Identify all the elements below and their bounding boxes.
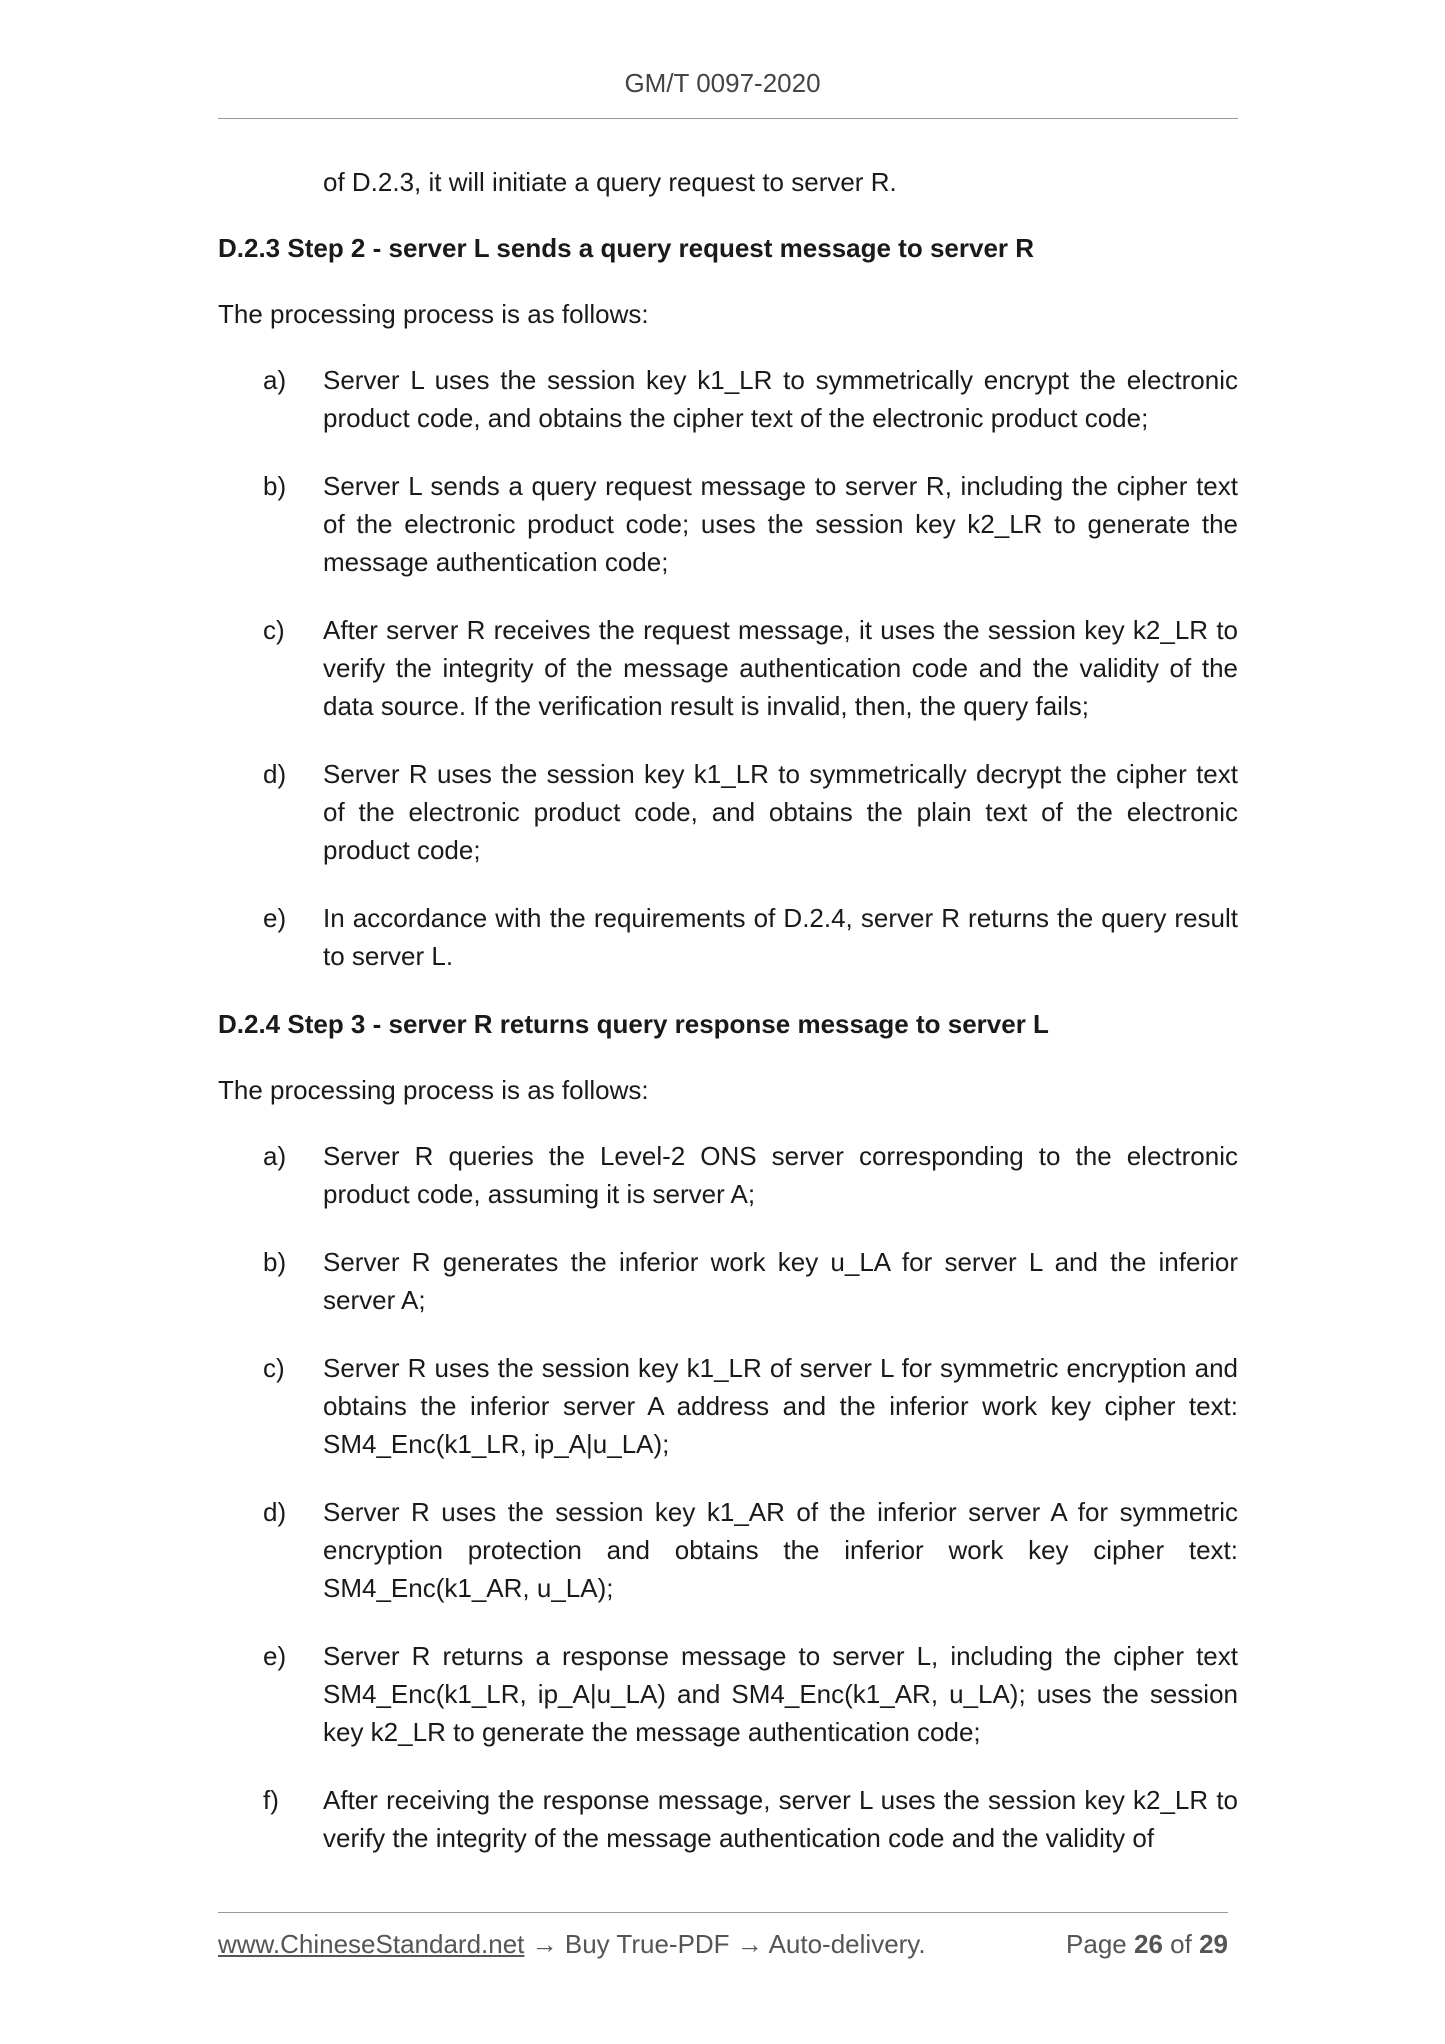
list-item-text: In accordance with the requirements of D.2.4, server R returns the query result to server L.: [323, 903, 1238, 971]
list-item: [218, 611, 1238, 725]
list-item-label: d): [263, 759, 287, 789]
list-item-text: Server R uses the session key k1_AR of the inferior server A for symmetric encryption protection and obtains the inferior work key cipher text: SM4_Enc(k1_AR, u_LA);: [323, 1497, 1238, 1603]
list-item-text: Server R returns a response message to server L, including the cipher text SM4_Enc(k1_LR, ip_A|u_LA) and SM4_Enc(k1_AR, u_LA); uses the session key k2_LR to generate the message authentication code;: [323, 1641, 1238, 1747]
page-word: Page: [1066, 1929, 1127, 1959]
section-intro-d24: The processing process is as follows:: [218, 1075, 649, 1105]
list-item-text: Server R queries the Level-2 ONS server corresponding to the electronic product code, assuming it is server A;: [323, 1141, 1238, 1209]
list-item-label: e): [263, 903, 287, 933]
list-item: [218, 1781, 1238, 1857]
list-item: [218, 1637, 1238, 1751]
section-intro-d23: The processing process is as follows:: [218, 299, 649, 329]
header-divider: [218, 118, 1238, 119]
continuation-text: of D.2.3, it will initiate a query request to server R.: [323, 167, 897, 197]
list-item: [218, 755, 1238, 869]
list-item-text: Server L sends a query request message to server R, including the cipher text of the electronic product code; uses the session key k2_LR to generate the message authentication code;: [323, 471, 1238, 577]
list-item-text: Server L uses the session key k1_LR to symmetrically encrypt the electronic product code, and obtains the cipher text of the electronic product code;: [323, 365, 1238, 433]
current-page: 26: [1134, 1929, 1163, 1959]
section-heading-d24: D.2.4 Step 3 - server R returns query response message to server L: [218, 1009, 1049, 1039]
document-body: [218, 163, 1238, 1887]
footer-tagline: → Buy True-PDF → Auto-delivery.: [524, 1929, 926, 1959]
list-item-label: b): [263, 1247, 287, 1277]
list-item-text: After server R receives the request message, it uses the session key k2_LR to verify the integrity of the message authentication code and the validity of the data source. If the verification result is invalid, then, the query fails;: [323, 615, 1238, 721]
list-item-label: f): [263, 1785, 279, 1815]
of-word: of: [1170, 1929, 1192, 1959]
footer-divider: [218, 1912, 1228, 1913]
list-item-label: a): [263, 365, 287, 395]
list-item-text: After receiving the response message, server L uses the session key k2_LR to verify the integrity of the message authentication code and the validity of: [323, 1785, 1238, 1853]
list-item-text: Server R uses the session key k1_LR to symmetrically decrypt the cipher text of the electronic product code, and obtains the plain text of the electronic product code;: [323, 759, 1238, 865]
list-item: [218, 1243, 1238, 1319]
footer-website-link[interactable]: www.ChineseStandard.net: [218, 1929, 525, 1959]
list-item-label: d): [263, 1497, 287, 1527]
footer-page-number: [1066, 1926, 1228, 1962]
page-footer: [218, 1926, 1228, 1962]
total-pages: 29: [1199, 1929, 1228, 1959]
list-item-label: a): [263, 1141, 287, 1171]
section-heading-d23: D.2.3 Step 2 - server L sends a query request message to server R: [218, 233, 1035, 263]
list-item-text: Server R generates the inferior work key u_LA for server L and the inferior server A;: [323, 1247, 1238, 1315]
list-item-label: e): [263, 1641, 287, 1671]
document-header-title: GM/T 0097-2020: [624, 68, 821, 98]
list-item: [218, 361, 1238, 437]
list-item-label: b): [263, 471, 287, 501]
list-item-text: Server R uses the session key k1_LR of server L for symmetric encryption and obtains the inferior server A address and the inferior work key cipher text: SM4_Enc(k1_LR, ip_A|u_LA);: [323, 1353, 1238, 1459]
list-item-label: c): [263, 1353, 285, 1383]
list-item: [218, 899, 1238, 975]
list-item: [218, 1493, 1238, 1607]
list-item: [218, 1349, 1238, 1463]
list-item: [218, 467, 1238, 581]
list-item-label: c): [263, 615, 285, 645]
list-item: [218, 1137, 1238, 1213]
